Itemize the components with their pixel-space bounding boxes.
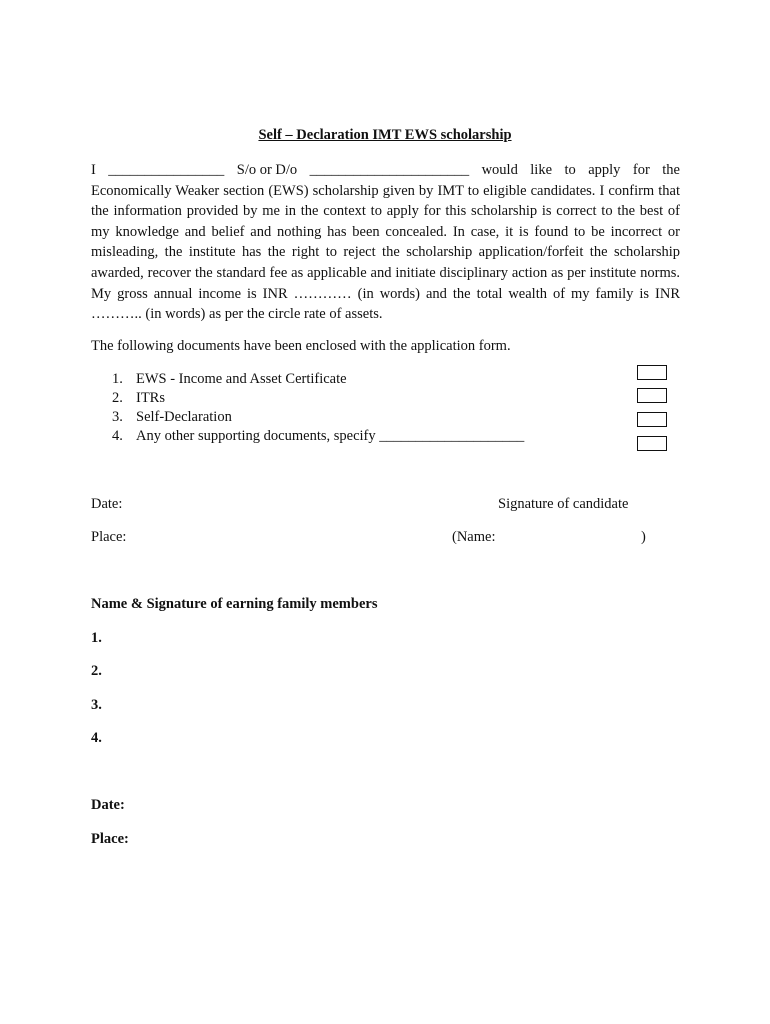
candidate-signature-label: Signature of candidate <box>498 496 629 512</box>
list-item-text: ITRs <box>136 390 165 406</box>
family-place-label: Place: <box>91 831 129 847</box>
list-item-text: EWS - Income and Asset Certificate <box>136 371 347 387</box>
family-row-number: 1. <box>91 630 102 646</box>
list-item-number: 1. <box>112 371 123 387</box>
family-row-number: 3. <box>91 697 102 713</box>
list-item-number: 4. <box>112 428 123 444</box>
documents-intro: The following documents have been enclosed with the application form. <box>91 338 511 354</box>
list-item <box>112 427 524 446</box>
word-like: like <box>530 162 553 178</box>
candidate-place-label: Place: <box>91 529 127 545</box>
checkbox-other-documents[interactable] <box>637 436 667 451</box>
list-item-number: 3. <box>112 409 123 425</box>
parent-name-blank[interactable]: ______________________ <box>309 162 470 178</box>
word-to: to <box>564 162 576 178</box>
documents-list <box>112 370 524 446</box>
list-item <box>112 408 524 427</box>
list-item-text: Self-Declaration <box>136 409 232 425</box>
word-i: I <box>91 162 96 178</box>
family-row-number: 2. <box>91 663 102 679</box>
list-item <box>112 389 524 408</box>
family-row-number: 4. <box>91 730 102 746</box>
list-item-number: 2. <box>112 390 123 406</box>
word-apply: apply <box>588 162 621 178</box>
family-heading: Name & Signature of earning family members <box>91 596 378 612</box>
document-title: Self – Declaration IMT EWS scholarship <box>258 127 512 143</box>
word-for: for <box>632 162 650 178</box>
declaration-first-line <box>91 160 680 181</box>
list-item <box>112 370 524 389</box>
list-item-text: Any other supporting documents, specify ____________________ <box>136 428 525 444</box>
declaration-paragraph <box>91 160 680 325</box>
declaration-body: Economically Weaker section (EWS) scholarship given by IMT to eligible candidates. I confirm that the information provided by me in the context to apply for this scholarship is correct to the best of my knowledge and belief and nothing has been concealed. In case, it is found to be incorrect or misleading, the institute has the right to reject the scholarship application/forfeit the scholarship awarded, recover the standard fee as applicable and initiate disciplinary action as per institute norms. My gross annual income is INR ………… (in words) and the total wealth of my family is INR ……….. (in words) as per the circle rate of assets. <box>91 182 680 323</box>
checkbox-self-declaration[interactable] <box>637 412 667 427</box>
candidate-name-close: ) <box>641 529 646 545</box>
checkbox-ews-certificate[interactable] <box>637 365 667 380</box>
candidate-date-label: Date: <box>91 496 123 512</box>
family-date-label: Date: <box>91 797 125 813</box>
so-do-label: S/o or D/o <box>236 162 298 178</box>
checkbox-itrs[interactable] <box>637 388 667 403</box>
word-would: would <box>481 162 518 178</box>
candidate-name-open: (Name: <box>452 529 496 545</box>
name-blank[interactable]: ________________ <box>108 162 225 178</box>
word-the: the <box>662 162 680 178</box>
